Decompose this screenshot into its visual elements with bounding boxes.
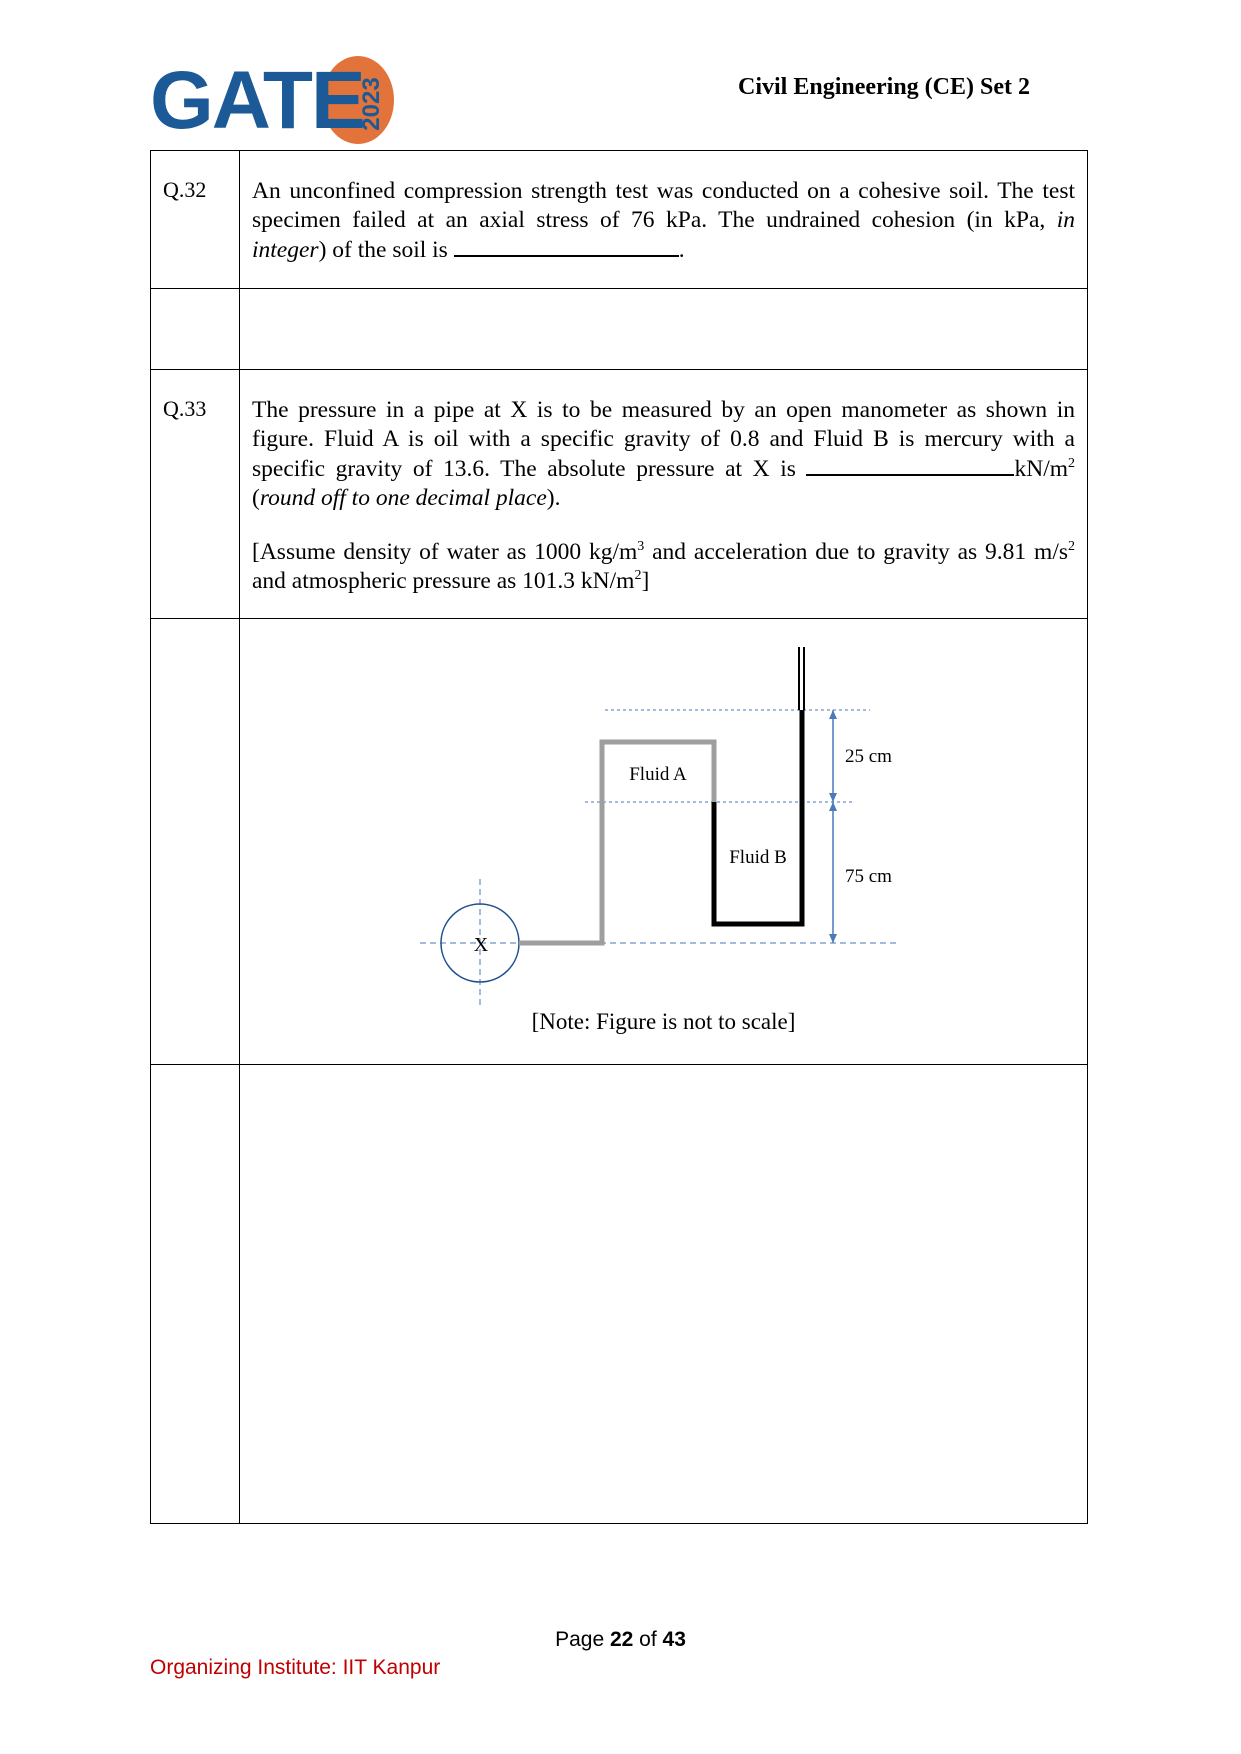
paper-title: Civil Engineering (CE) Set 2 (738, 74, 1030, 100)
assume-sup-3: 2 (634, 568, 642, 584)
question-number: Q.32 (151, 151, 240, 289)
q33-unit-sup: 2 (1068, 456, 1075, 472)
arrow-down-icon (829, 793, 837, 802)
fluid-b-tube (714, 710, 802, 924)
question-number: Q.33 (151, 370, 240, 619)
q32-text: An unconfined compression strength test was conducted on a cohesive soil. The test specimen failed at an axial stress of 76 kPa. The undrained cohesion (in kPa, (252, 178, 1075, 233)
organizing-institute: Organizing Institute: IIT Kanpur (150, 1656, 441, 1679)
page-total: 43 (662, 1628, 686, 1651)
assume-sup-2: 2 (1068, 539, 1075, 555)
question-text-32 (240, 151, 1088, 289)
q33-paren-close: ). (546, 485, 561, 511)
arrow-down-icon (829, 934, 837, 943)
empty-cell (240, 289, 1088, 370)
answer-blank (806, 454, 1014, 476)
q33-paren-open: ( (252, 485, 260, 511)
q33-statement (252, 396, 1075, 513)
fluid-a-label: Fluid A (629, 764, 687, 785)
gate-2023-logo (150, 52, 390, 147)
assume-text-4: ] (641, 568, 650, 594)
page-prefix: Page (555, 1628, 610, 1651)
page-of: of (633, 1628, 663, 1651)
assume-text-2: and acceleration due to gravity as 9.81 m/s (644, 539, 1068, 565)
logo-text: GATE (150, 55, 364, 146)
assume-sup-1: 3 (637, 539, 645, 555)
empty-row (151, 1065, 1088, 1524)
question-text-33 (240, 370, 1088, 619)
q32-tail: ) of the soil is (318, 237, 454, 263)
figure-note: [Note: Figure is not to scale] (531, 1009, 796, 1034)
empty-cell (151, 1065, 240, 1524)
logo-year: 2023 (358, 77, 385, 131)
q33-assumptions (252, 538, 1075, 596)
page-current: 22 (609, 1628, 634, 1651)
q33-unit: kN/m (1014, 456, 1068, 482)
dimension-25-label: 25 cm (845, 746, 892, 767)
point-x-label: X (473, 934, 489, 956)
assume-text-3: and atmospheric pressure as 101.3 kN/m (252, 568, 635, 594)
fluid-b-label: Fluid B (729, 847, 787, 868)
q33-text: The pressure in a pipe at X is to be measured by an open manometer as shown in figure. Fluid A is oil with a specific gravity of 0.8 and Fluid B is mercury with a specific gravity of 13.6. The absolute pressure at X is (252, 397, 1075, 482)
empty-cell (151, 289, 240, 370)
arrow-up-icon (829, 710, 837, 719)
q33-round-note: round off to one decimal place (259, 485, 547, 511)
question-row-32 (151, 151, 1088, 289)
assume-text-1: [Assume density of water as 1000 kg/m (252, 539, 638, 565)
empty-cell (151, 619, 240, 1065)
answer-blank (454, 235, 679, 257)
empty-cell (240, 1065, 1088, 1524)
dimension-75-label: 75 cm (845, 866, 892, 887)
question-row-33 (151, 370, 1088, 619)
manometer-figure (240, 619, 1088, 1009)
empty-row (151, 289, 1088, 370)
question-table (150, 150, 1088, 1524)
page-number (0, 1628, 1241, 1652)
figure-row (151, 619, 1088, 1065)
q32-end: . (678, 237, 685, 263)
arrow-up-icon (829, 802, 837, 811)
q32-italic: in integer (252, 207, 1075, 263)
figure-cell (240, 619, 1088, 1065)
